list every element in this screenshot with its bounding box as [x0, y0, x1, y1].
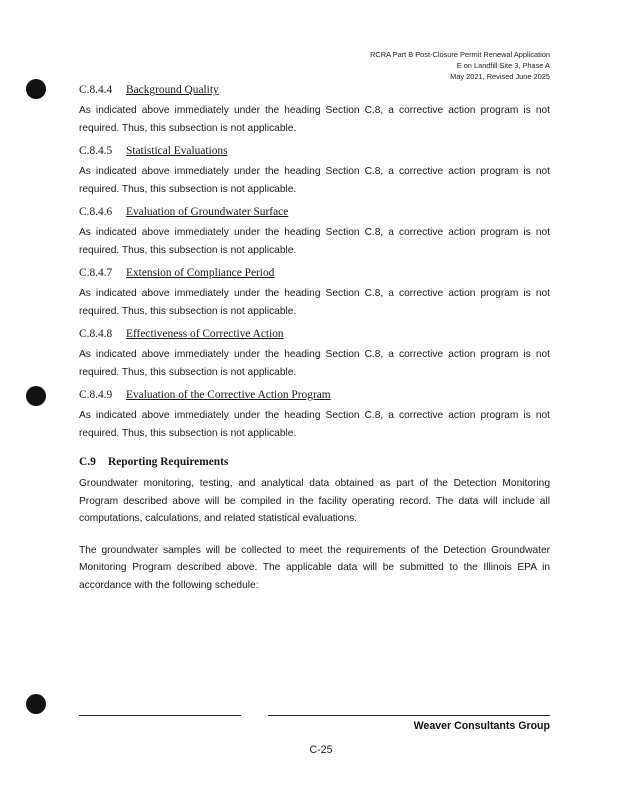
subsection-title: Evaluation of Groundwater Surface: [126, 206, 289, 218]
subsection-heading: [79, 267, 550, 279]
subsection-paragraph: As indicated above immediately under the heading Section C.8, a corrective action program is not required. Thus, this subsection is not applicable.: [79, 105, 550, 134]
subsection: [79, 84, 550, 137]
header-line-3: May 2021, Revised June 2025: [450, 72, 550, 81]
subsection: [79, 389, 550, 442]
subsection-number: C.8.4.5: [79, 145, 113, 157]
footer-company-name: Weaver Consultants Group: [413, 720, 550, 732]
page-number: C-25: [309, 744, 333, 756]
subsection-heading: [79, 206, 550, 218]
subsection-number: C.8.4.7: [79, 267, 113, 279]
section-number: C.9: [79, 456, 96, 468]
page-body: [79, 84, 550, 608]
footer-rule-left: [79, 715, 241, 716]
subsection-title: Effectiveness of Corrective Action: [126, 328, 284, 340]
subsection-paragraph: As indicated above immediately under the heading Section C.8, a corrective action program is not required. Thus, this subsection is not applicable.: [79, 166, 550, 195]
subsection-number: C.8.4.8: [79, 328, 113, 340]
subsection: [79, 145, 550, 198]
subsection-number: C.8.4.4: [79, 84, 113, 96]
subsection-title: Extension of Compliance Period: [126, 267, 275, 279]
header-line-1: RCRA Part B Post-Closure Permit Renewal Application: [370, 50, 550, 59]
subsection-heading: [79, 145, 550, 157]
footer-rule-right: [268, 715, 550, 716]
subsection-paragraph: As indicated above immediately under the heading Section C.8, a corrective action program is not required. Thus, this subsection is not applicable.: [79, 349, 550, 378]
binder-hole-top: [26, 79, 46, 99]
subsection-heading: [79, 389, 550, 401]
section-heading: [79, 456, 550, 468]
subsection-paragraph: As indicated above immediately under the heading Section C.8, a corrective action program is not required. Thus, this subsection is not applicable.: [79, 288, 550, 317]
section-paragraph: Groundwater monitoring, testing, and analytical data obtained as part of the Detection Monitoring Program described above will be compiled in the facility operating record. The data will include all computations, calculations, and related statistical evaluations.: [79, 478, 550, 524]
subsection-heading: [79, 84, 550, 96]
subsection-title: Statistical Evaluations: [126, 145, 228, 157]
section-paragraph: The groundwater samples will be collected to meet the requirements of the Detection Groundwater Monitoring Program described above. The applicable data will be submitted to the Illinois EPA in accordance with the following schedule:: [79, 544, 550, 591]
subsection-title: Evaluation of the Corrective Action Program: [126, 389, 331, 401]
subsection-number: C.8.4.6: [79, 206, 113, 218]
subsection: [79, 206, 550, 259]
subsection: [79, 328, 550, 381]
section-title: Reporting Requirements: [108, 456, 229, 468]
subsection-number: C.8.4.9: [79, 389, 113, 401]
binder-hole-bottom: [26, 694, 46, 714]
subsection: [79, 267, 550, 320]
running-header: [370, 49, 550, 82]
header-line-2: E on Landfill Site 3, Phase A: [456, 61, 550, 70]
subsection-paragraph: As indicated above immediately under the heading Section C.8, a corrective action program is not required. Thus, this subsection is not applicable.: [79, 227, 550, 256]
subsection-title: Background Quality: [126, 84, 219, 96]
binder-hole-middle: [26, 386, 46, 406]
subsection-paragraph: As indicated above immediately under the heading Section C.8, a corrective action program is not required. Thus, this subsection is not applicable.: [79, 410, 550, 439]
subsection-heading: [79, 328, 550, 340]
